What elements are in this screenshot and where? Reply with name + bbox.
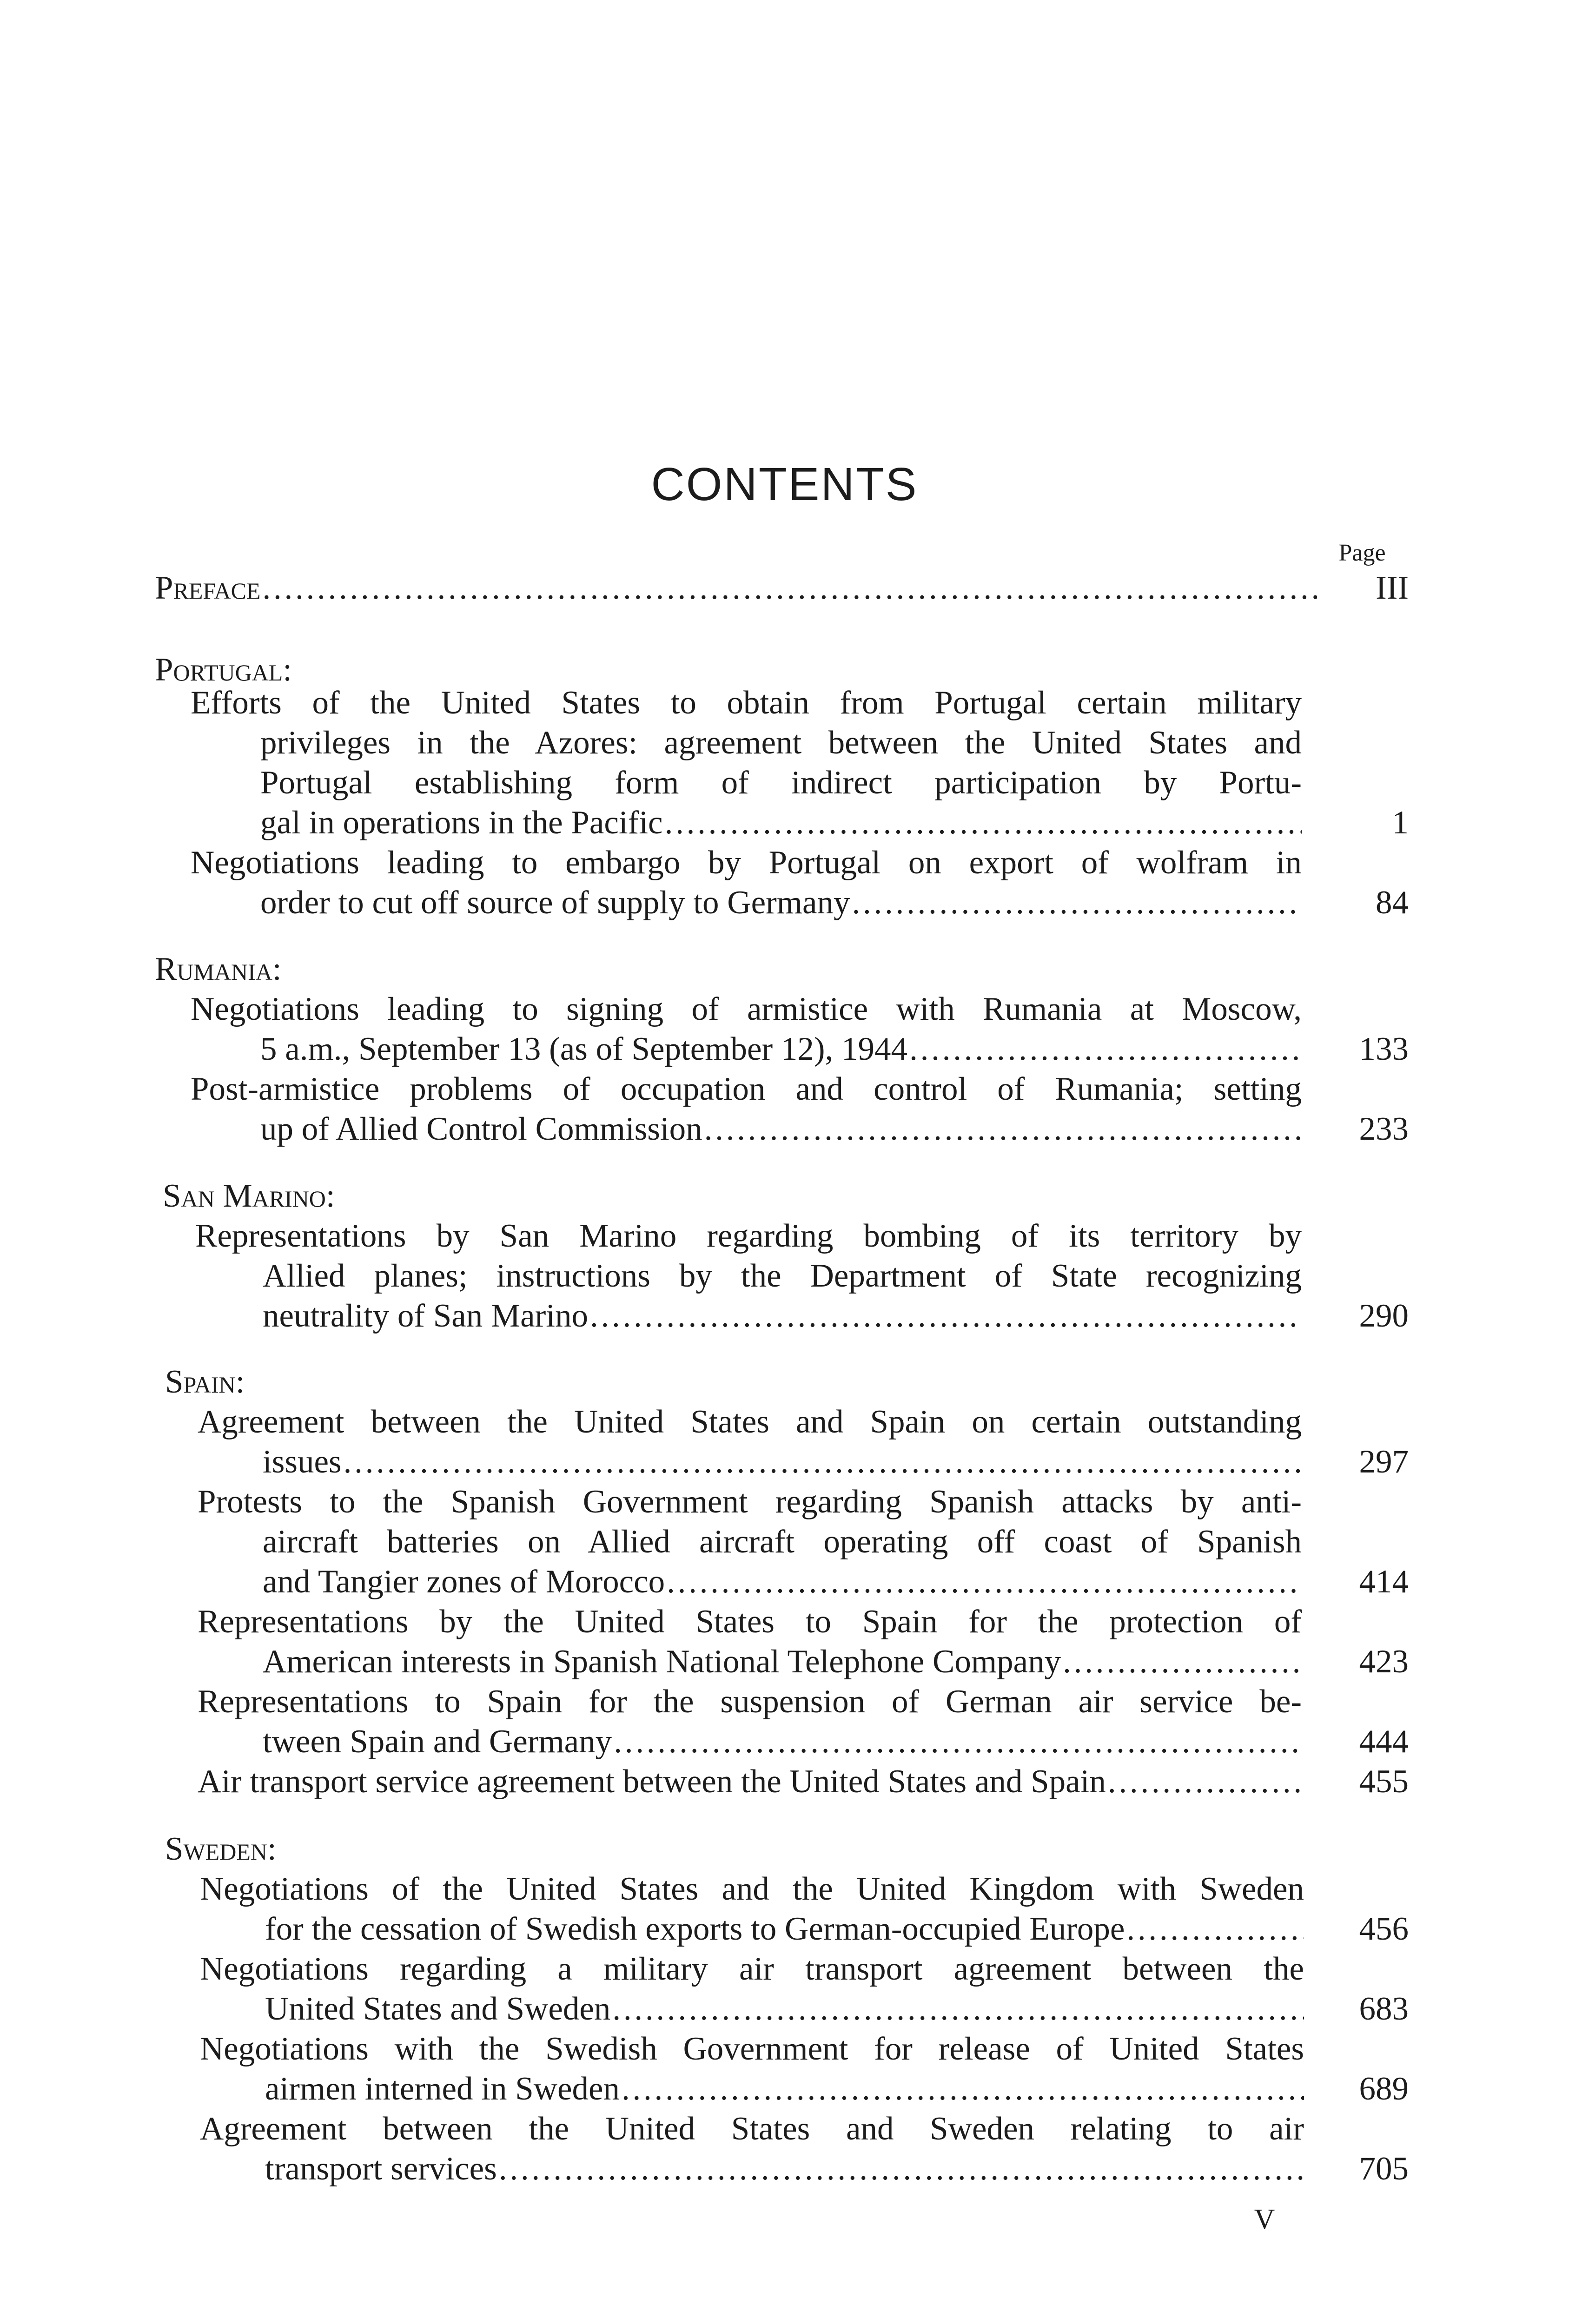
entry-line: United States and Sweden	[265, 1991, 611, 2027]
dot-leader	[665, 803, 1302, 843]
toc-entry-row[interactable]	[263, 1442, 1302, 1482]
entry-line: Efforts of the United States to obtain from Portugal certain military	[191, 685, 1302, 721]
entry-line: Post-armistice problems of occupation and control of Rumania; setting	[191, 1071, 1302, 1107]
page-number: 1	[1392, 805, 1409, 841]
dot-leader	[590, 1296, 1302, 1336]
toc-entry-row[interactable]	[265, 2149, 1304, 2189]
page-title: CONTENTS	[651, 458, 918, 510]
entry-line: Agreement between the United States and Sweden relating to air	[200, 2111, 1304, 2147]
dot-leader	[704, 1109, 1302, 1149]
page-number: 233	[1359, 1111, 1409, 1147]
page-number: 705	[1359, 2151, 1409, 2187]
entry-line: order to cut off source of supply to Germany	[260, 885, 850, 921]
page-number: 455	[1359, 1763, 1409, 1800]
entry-line: Negotiations of the United States and the United Kingdom with Sweden	[200, 1871, 1304, 1907]
toc-entry-row[interactable]	[260, 1109, 1302, 1149]
dot-leader	[667, 1562, 1302, 1602]
entry-line: and Tangier zones of Morocco	[263, 1564, 665, 1600]
section-heading-spain: Spain:	[165, 1364, 245, 1400]
dot-leader	[852, 883, 1302, 923]
toc-entry-row[interactable]	[198, 1762, 1302, 1802]
entry-line: Representations by San Marino regarding bombing of its territory by	[195, 1218, 1302, 1254]
entry-line: Negotiations leading to signing of armistice with Rumania at Moscow,	[191, 991, 1302, 1027]
entry-line: Representations by the United States to Spain for the protection of	[198, 1604, 1302, 1640]
entry-line: tween Spain and Germany	[263, 1723, 612, 1760]
toc-entry-row[interactable]	[263, 1722, 1302, 1762]
entry-line: Protests to the Spanish Government regarding Spanish attacks by anti-	[198, 1484, 1302, 1520]
entry-line: airmen interned in Sweden	[265, 2071, 620, 2107]
page-number: 133	[1359, 1031, 1409, 1067]
entry-line: aircraft batteries on Allied aircraft operating off coast of Spanish	[263, 1524, 1302, 1560]
page-number: 683	[1359, 1991, 1409, 2027]
toc-entry-row[interactable]	[263, 1562, 1302, 1602]
section-heading-portugal: Portugal:	[155, 652, 292, 688]
dot-leader	[909, 1029, 1302, 1069]
dot-leader	[622, 2069, 1304, 2109]
toc-entry-row[interactable]	[260, 803, 1302, 843]
page-number: 444	[1359, 1723, 1409, 1760]
toc-entry-row[interactable]	[260, 883, 1302, 923]
entry-line: gal in operations in the Pacific	[260, 805, 663, 841]
page-number: 689	[1359, 2071, 1409, 2107]
page-number: III	[1376, 570, 1409, 606]
toc-entry-row[interactable]	[263, 1642, 1302, 1682]
entry-line: privileges in the Azores: agreement between the United States and	[260, 725, 1302, 761]
page-column-header: Page	[1338, 540, 1386, 566]
page-number: 414	[1359, 1564, 1409, 1600]
entry-line: Agreement between the United States and Spain on certain outstanding	[198, 1404, 1302, 1440]
dot-leader	[1108, 1762, 1302, 1802]
dot-leader	[612, 1989, 1304, 2029]
page-number: 84	[1376, 885, 1409, 921]
toc-entry-row[interactable]	[265, 1909, 1304, 1949]
toc-entry-row[interactable]	[263, 1296, 1302, 1336]
toc-entry-row[interactable]	[265, 2069, 1304, 2109]
entry-line: Allied planes; instructions by the Department of State recognizing	[263, 1258, 1302, 1294]
page-number: 297	[1359, 1444, 1409, 1480]
entry-line: transport services	[265, 2151, 497, 2187]
entry-line: up of Allied Control Commission	[260, 1111, 702, 1147]
dot-leader	[262, 568, 1317, 608]
page-number: 423	[1359, 1644, 1409, 1680]
page-number: 456	[1359, 1911, 1409, 1947]
page-number: 290	[1359, 1298, 1409, 1334]
entry-line: Negotiations leading to embargo by Portugal on export of wolfram in	[191, 845, 1302, 881]
entry-line: Air transport service agreement between the United States and Spain	[198, 1763, 1106, 1800]
entry-line: for the cessation of Swedish exports to German-occupied Europe	[265, 1911, 1125, 1947]
section-heading-rumania: Rumania:	[155, 951, 282, 987]
toc-entry-row[interactable]	[265, 1989, 1304, 2029]
toc-entry-row[interactable]	[260, 1029, 1302, 1069]
entry-line: Negotiations regarding a military air transport agreement between the	[200, 1951, 1304, 1987]
section-heading-san-marino: San Marino:	[163, 1178, 335, 1214]
preface-label: Preface	[155, 570, 261, 606]
folio-page-number: V	[1254, 2204, 1275, 2235]
dot-leader	[1126, 1909, 1304, 1949]
dot-leader	[344, 1442, 1302, 1482]
entry-line: neutrality of San Marino	[263, 1298, 588, 1334]
dot-leader	[499, 2149, 1304, 2189]
entry-line: American interests in Spanish National Telephone Company	[263, 1644, 1061, 1680]
entry-line: 5 a.m., September 13 (as of September 12), 1944	[260, 1031, 908, 1067]
dot-leader	[1063, 1642, 1302, 1682]
entry-line: Representations to Spain for the suspension of German air service be-	[198, 1684, 1302, 1720]
entry-line: issues	[263, 1444, 342, 1480]
section-heading-sweden: Sweden:	[165, 1831, 277, 1867]
toc-entry-preface[interactable]	[155, 568, 1317, 608]
entry-line: Negotiations with the Swedish Government for release of United States	[200, 2031, 1304, 2067]
dot-leader	[614, 1722, 1302, 1762]
entry-line: Portugal establishing form of indirect participation by Portu-	[260, 765, 1302, 801]
